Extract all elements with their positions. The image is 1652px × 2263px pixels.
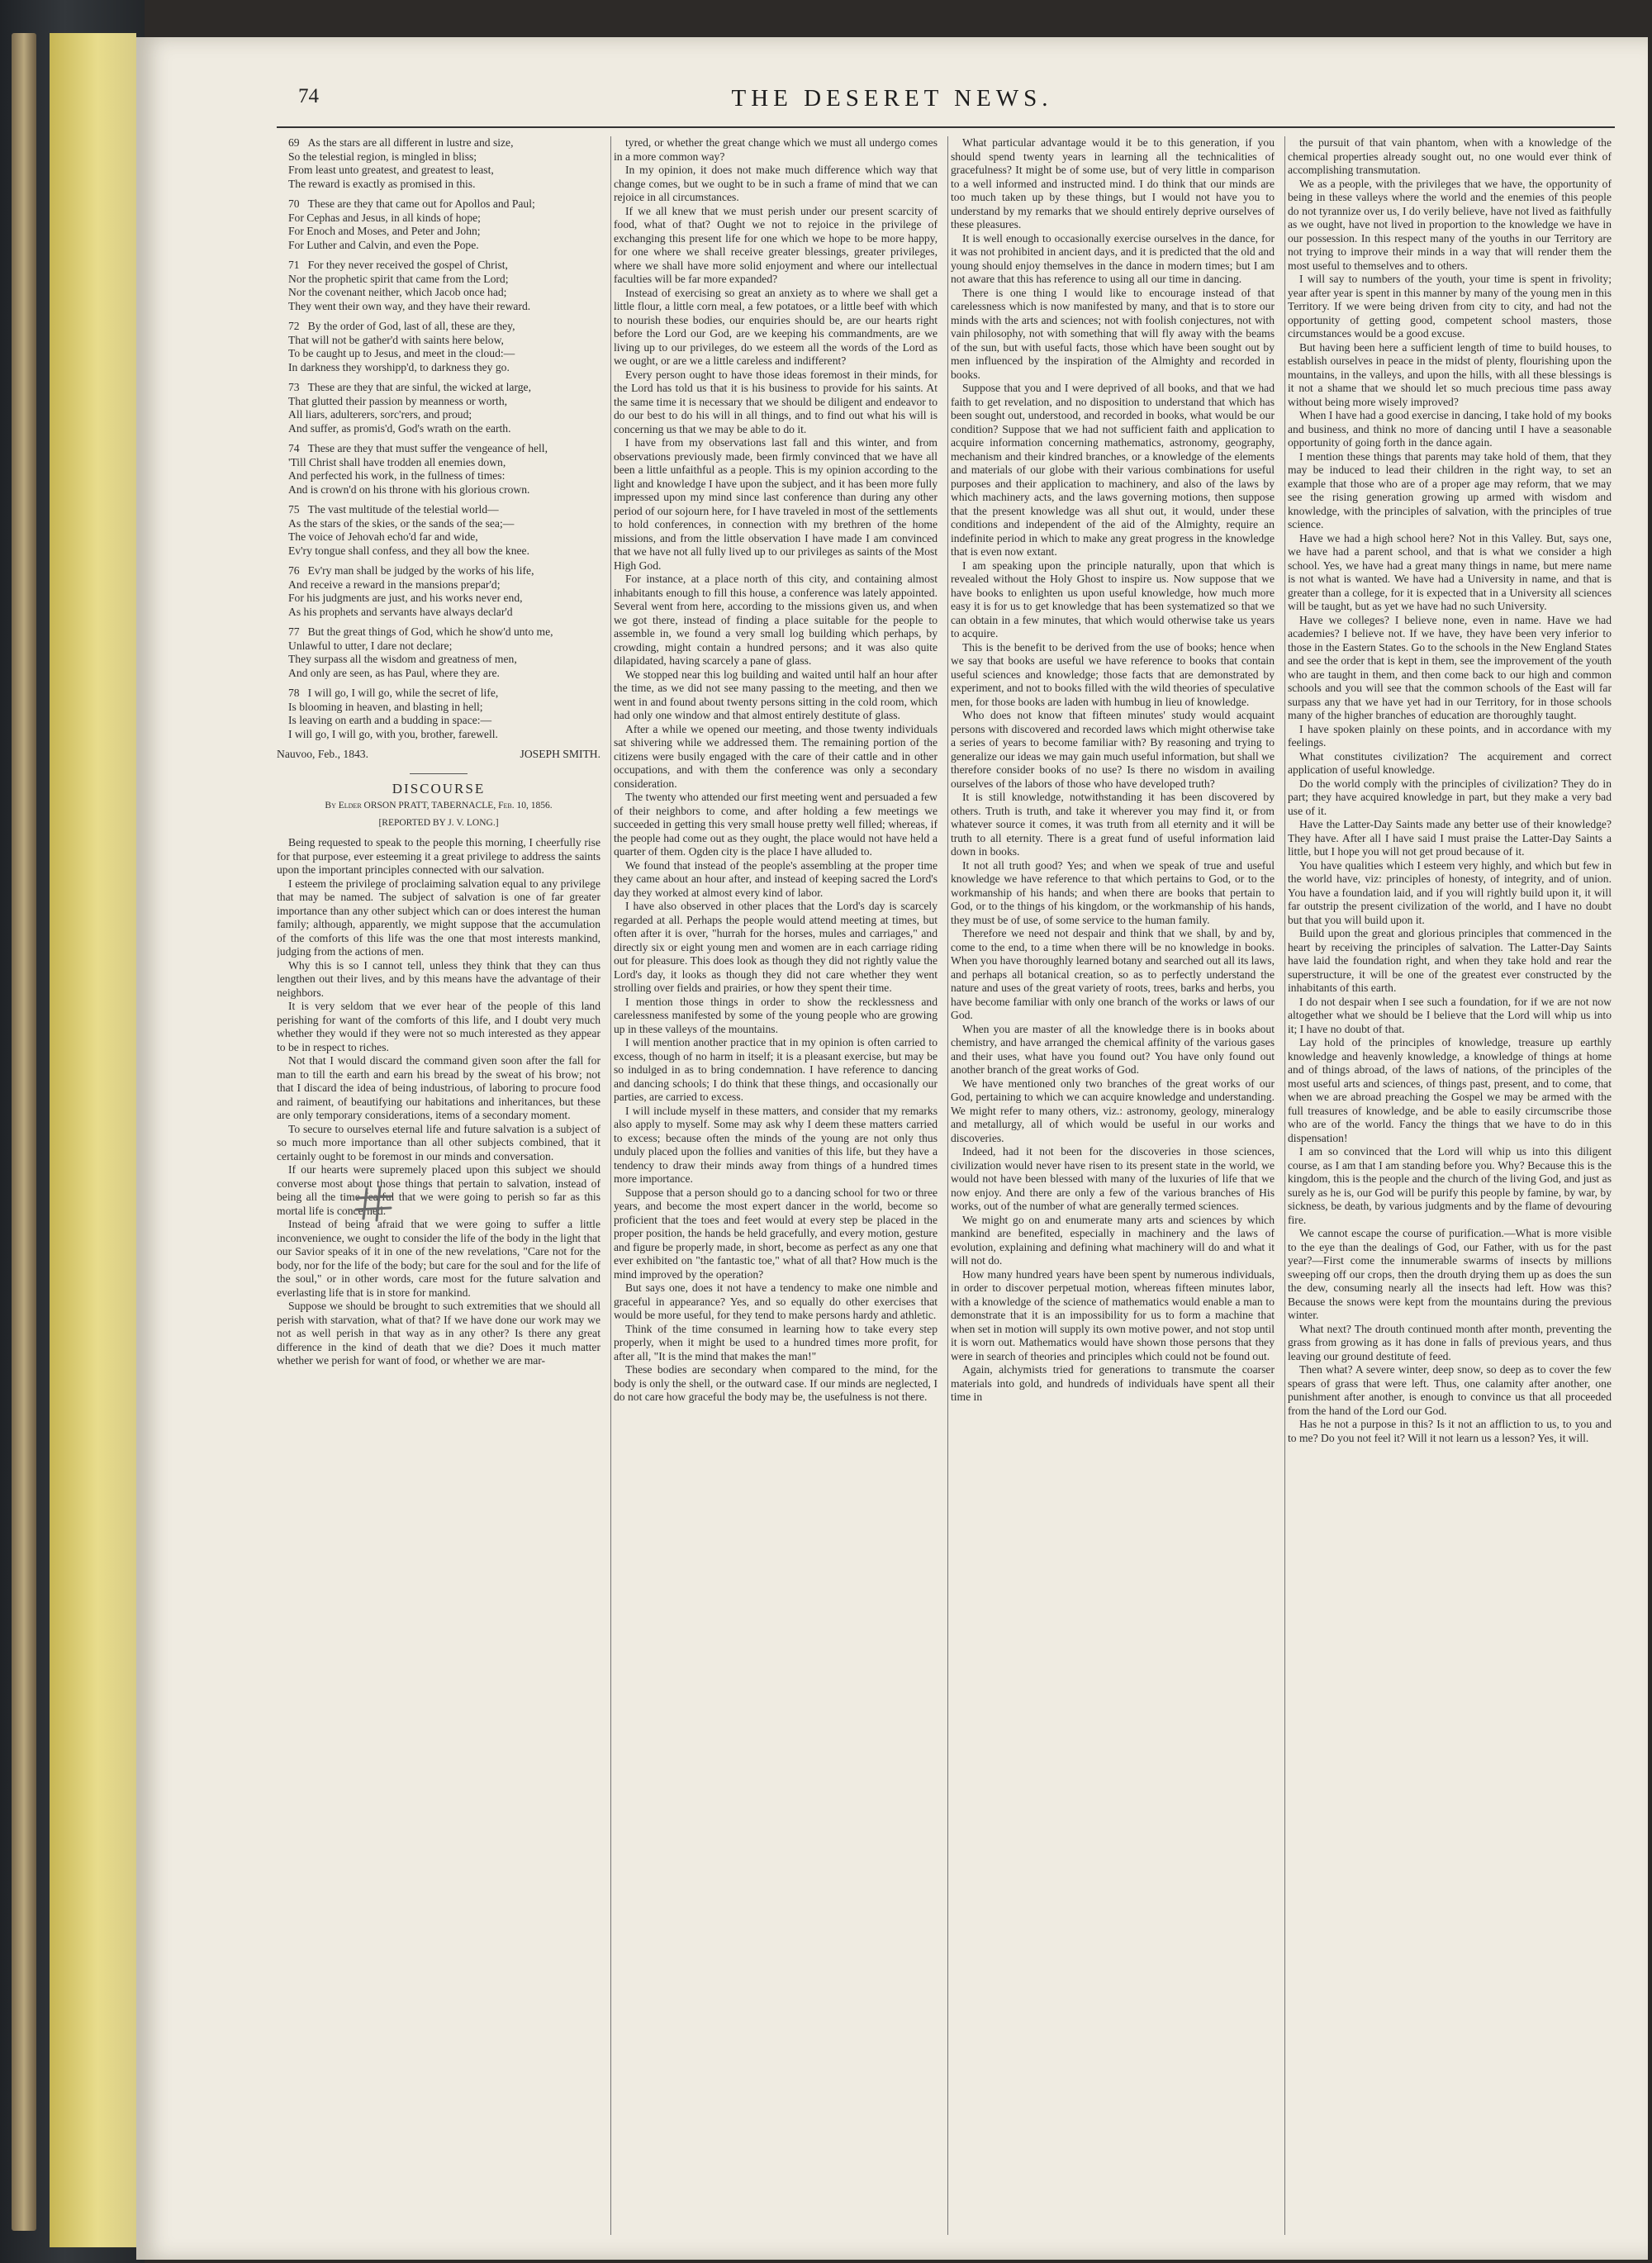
handwritten-hash-mark [355,1186,393,1222]
verse-number: 74 [288,442,300,454]
verse-line [277,667,601,681]
paragraph: To secure to ourselves eternal life and future salvation is a subject of so much more importance than all other subjects combined, that it certainly ought to be foremost in our minds and conversation. [277,1122,601,1162]
verse-line-text: As his prophets and servants have always declar'd [288,605,513,618]
verse-line [277,286,601,300]
paragraph: For instance, at a place north of this city, and containing almost inhabitants enough to fill this house, a conference was lately appointed. Several went from here, according to the missions given us, and when we got there, instead of finding a place suitable for the people to assemble in, we found a very small log building which perhaps, by crowding, might contain a hundred persons; and it was also quite dilapidated, having scarcely a pane of glass. [614,573,938,667]
verse-number: 75 [288,503,300,516]
verse-line-text: They surpass all the wisdom and greatness of men, [288,653,517,665]
verse-line [277,395,601,409]
paragraph: Suppose that you and I were deprived of all books, and that we had faith to get revelation, and no disposition to understand that which has been sought out, understood, and recorded in books, what would be our condition? Suppose that we had not sufficient faith and application to acquire information concerning mathematics, astronomy, geography, mechanism and their kindred branches, or a knowledge of the elements and materials of our globe with their various combinations for useful purposes and their application to machinery, and also of the laws by which machinery acts, and the laws governing motions, then suppose that the present knowledge was all shut out, it would, under these conditions and independent of the aid of the Almighty, require an indefinite period in which to make any great progress in the knowledge that is even now extant. [951,382,1275,558]
paragraph: It is still knowledge, notwithstanding it has been discovered by others. Truth is truth, and take it wherever you may find it, or from whatever source it comes, it was truth from all eternity and it will be truth to all eternity. There is a great fund of useful information laid down in books. [951,791,1275,858]
paragraph: It is very seldom that we ever hear of the people of this land perishing for want of the comforts of this life, and I doubt very much whether they would if they were not so much interested as they appear to be in respect to riches. [277,1000,601,1053]
verse-line-text: These are they that came out for Apollos and Paul; [307,197,535,210]
paragraph: How many hundred years have been spent by numerous individuals, in order to discover perpetual motion, whereas fifteen minutes labor, with a knowledge of the science of mathematics would enable a man to demonstrate that it is an impossibility for us to form a machine that when set in motion will supply its own motive power, and not stop until it is worn out. Mathematics would have shown those persons that they were in search of theories and principles which could not be found out. [951,1267,1275,1362]
verse-line [277,381,601,395]
paragraph: We might go on and enumerate many arts and sciences by which mankind are benefited, especially in machinery and the laws of evolution, explaining and defining what machinery will do and what it will not do. [951,1213,1275,1267]
verse-line-text: I will go, I will go, while the secret of life, [307,687,499,699]
paragraph: I am so convinced that the Lord will whip us into this diligent course, as I am that I am standing before you. Why? Because this is the kingdom, this is the people and the church of the living God, and just as surely as he is, our God will be purify this people by famine, by war, by sickness, be death, by various judgments and by the flame of devouring fire. [1288,1145,1612,1226]
verse-line [277,239,601,253]
verse-line [277,530,601,544]
page-edges [50,33,136,2247]
paragraph: Who does not know that fifteen minutes' study would acquaint persons with discovered and recorded laws which might otherwise take a series of years to become familiar with? By reasoning and trying to generalize our ideas we may gain much useful information, but shall we therefore consider books of no use? Is there no wisdom in availing ourselves of the labors of those who have developed truth? [951,709,1275,790]
poem-verse [277,197,601,252]
paragraph: We have mentioned only two branches of the great works of our God, pertaining to which we can acquire knowledge and understanding. We might refer to many others, viz.: astronomy, geology, mineralogy and metallurgy, all of which would be useful in our works and discoveries. [951,1077,1275,1144]
verse-line-text: In darkness they worshipp'd, to darkness they go. [288,360,510,373]
column-divider [610,136,611,2235]
paragraph: Every person ought to have those ideas foremost in their minds, for the Lord has told us that it is his business to provide for his saints. At the same time it is necessary that we should be diligent and endeavor to do our best to do his will in all things, and to find out what his will is concerning us that we may be able to do it. [614,368,938,435]
poem-verses [277,136,601,741]
paragraph: Therefore we need not despair and think that we shall, by and by, come to the end, to a time when there will be no knowledge in books. When you have thoroughly learned botany and searched out all its laws, and perhaps all botanical creation, so as to perfectly understand the nature and uses of the great variety of roots, trees, barks and herbs, you have become familiar with only one branch of the works or laws of our God. [951,927,1275,1021]
discourse-byline: By Elder ORSON PRATT, TABERNACLE, Feb. 10, 1856. [325,801,553,811]
verse-line [277,164,601,178]
verse-line-text: And suffer, as promis'd, God's wrath on the earth. [288,421,511,435]
newspaper-page [136,37,1648,2260]
column-2-text [614,136,938,1405]
verse-line-text: And perfected his work, in the fullness of times: [288,469,506,482]
paragraph: Instead of exercising so great an anxiety as to where we shall get a little flour, a little corn meal, a few potatoes, or a little beef with which to nourish these bodies, our enquiries should be, are our hearts right before the Lord our God, are we keeping his commandments, are we living up to our privileges, do we esteem all the words of the Lord as we ought, or are we a little careless and indifferent? [614,286,938,367]
verse-line-text: To be caught up to Jesus, and meet in the cloud:— [288,347,515,359]
paragraph: This is the benefit to be derived from the use of books; hence when we say that books are useful we have reference to books that contain useful sciences and knowledge; those facts that are demonstrated by experiment, and not to books filled with the wild theories of speculative men, for those books are laden with humbug in lieu of knowledge. [951,640,1275,708]
poem-verse [277,503,601,558]
paragraph: Think of the time consumed in learning how to take every step properly, when it might be used to a hundred times more profit, for after all, "It is the mind that makes the man!" [614,1322,938,1362]
signature-name: JOSEPH SMITH. [520,748,601,760]
verse-line [277,347,601,361]
verse-line-text: Nor the prophetic spirit that came from the Lord; [288,272,509,285]
paragraph: I mention these things that parents may take hold of them, that they may be induced to lead their children in the right way, to set an example that those who are of a proper age may reform, that we may see the rising generation growing up armed with wisdom and knowledge, with the principles of salvation, with the principles of true science. [1288,449,1612,530]
paragraph: But says one, does it not have a tendency to make one nimble and graceful in appearance? Yes, and so equally do other exercises that would be more useful, for they tend to make persons hardy and athletic. [614,1281,938,1321]
verse-line-text: All liars, adulterers, sorc'rers, and proud; [288,408,472,421]
verse-line-text: For Luther and Calvin, and even the Pope. [288,238,479,251]
paragraph: What next? The drouth continued month after month, preventing the grass from growing as it has done in falls of previous years, and thus leaving our ground destitute of feed. [1288,1322,1612,1362]
verse-line [277,361,601,375]
verse-line [277,212,601,226]
verse-line [277,625,601,639]
paragraph: There is one thing I would like to encourage instead of that carelessness which is now manifested by many, and that is to store our minds with the arts and sciences; not with foolish conjectures, not with vain philosophy, not with something that will fly away with the beams of the sun, but with useful facts, those which have been sought out by men influenced by the inspiration of the Almighty and recorded in books. [951,286,1275,381]
verse-line [277,136,601,150]
verse-number: 69 [288,136,300,149]
verse-number: 70 [288,197,300,210]
verse-line [277,422,601,436]
verse-line-text: That glutted their passion by meanness or worth, [288,394,508,407]
poem-verse [277,381,601,435]
paragraph: I mention those things in order to show the recklessness and carelessness manifested by some of the young people who are growing up in these valleys of the mountains. [614,995,938,1035]
verse-line [277,408,601,422]
column-4-text [1288,136,1612,1445]
paragraph: Why this is so I cannot tell, unless they think that they can thus lengthen out their lives, and by this means have the advantage of their neighbors. [277,958,601,999]
paragraph: It not all truth good? Yes; and when we speak of true and useful knowledge we have reference to that which pertains to God, or to the workmanship of his hands; and when there are books that pertain to God, or to the things of his kingdom, or the workmanship of his hands, they must be of use, of some service to the human family. [951,858,1275,926]
verse-line-text: And is crown'd on his throne with his glorious crown. [288,483,530,496]
paragraph: We stopped near this log building and waited until half an hour after the time, as we did not see many passing to the meeting, and then we went in and found about twenty persons sitting in the cold room, which had only one window and that almost entirely destitute of glass. [614,668,938,721]
verse-line [277,639,601,654]
poem-verse [277,320,601,374]
paragraph: I will include myself in these matters, and consider that my remarks also apply to myself. Some may ask why I deem these matters carried to excess; because often the minds of the young are not only thus unduly placed upon the follies and vanities of this life, but they have a tendency to draw their minds away from things of a hundred times more importance. [614,1104,938,1185]
verse-line-text: Ev'ry tongue shall confess, and they all bow the knee. [288,544,529,557]
verse-line [277,687,601,701]
paragraph: If our hearts were supremely placed upon this subject we should converse most about those things that pertain to salvation, instead of being all the time fearful that we were going to perish so far as this mortal life is concerned. [277,1163,601,1217]
signature-place: Nauvoo, Feb., 1843. [277,748,369,760]
verse-line [277,225,601,239]
verse-line-text: From least unto greatest, and greatest to least, [288,164,494,176]
verse-number: 76 [288,564,300,577]
page-number: 74 [298,85,319,107]
verse-line-text: The reward is exactly as promised in this. [288,177,476,190]
verse-line-text: As the stars of the skies, or the sands of the sea;— [288,516,515,530]
paragraph: Lay hold of the principles of knowledge, treasure up earthly knowledge and heavenly knowledge, a knowledge of things at home and of things abroad, of the laws of nations, of the principles of the most useful arts and sciences, of things past, present, and to come, that when we are abroad preaching the Gospel we may be armed with the full treasures of knowledge, and be able to easily circumscribe those who are of the world. Fancy the things that we have to do in this dispensation! [1288,1036,1612,1144]
paragraph: Not that I would discard the command given soon after the fall for man to till the earth and earn his bread by the sweat of his brow; not that I discard the idea of being industrious, of laboring to procure food and raiment, of beautifying our habitations and inheritances, but these are only temporary considerations, items of a secondary moment. [277,1054,601,1121]
verse-line [277,517,601,531]
poem-verse [277,136,601,191]
verse-line [277,442,601,456]
verse-line [277,150,601,164]
column-divider [947,136,948,2235]
verse-line [277,728,601,742]
verse-line-text: 'Till Christ shall have trodden all enemies down, [288,455,506,468]
paragraph: You have qualities which I esteem very highly, and which but few in the world have, viz: principles of honesty, of integrity, and of union. You have a foundation laid, and if you will rightly build upon it, it will far outstrip the present civilization of the world, and I have no doubt but that you will build upon it. [1288,858,1612,926]
verse-line [277,334,601,348]
verse-line-text: These are they that must suffer the vengeance of hell, [307,442,548,454]
paragraph: When you are master of all the knowledge there is in books about chemistry, and have arranged the chemical affinity of the various gases and their uses, what have you found out? You have only found out another branch of the great works of God. [951,1022,1275,1076]
paragraph: We as a people, with the privileges that we have, the opportunity of being in these valleys where the world and the enemies of this people do not tyrannize over us, I do verily believe, have not lived as faithfully as we ought, have not lived in proportion to the knowledge we have in our possession. In this respect many of the youths in our Territory are not trying to improve their minds in a way that will render them the most useful to themselves and to others. [1288,177,1612,272]
verse-line [277,273,601,287]
paragraph: We found that instead of the people's assembling at the proper time they came about an hour after, and instead of keeping sacred the Lord's day they worked at almost every kind of labor. [614,858,938,899]
paragraph: Instead of being afraid that we were going to suffer a little inconvenience, we ought to consider the life of the body in the light that our Savior speaks of it in one of the new revelations, "Care not for the body, nor for the life of the body; but care for the soul and for the life of the soul," or in other words, care most for the future salvation and everlasting life that is in store for mankind. [277,1218,601,1299]
verse-line [277,469,601,483]
verse-line-text: And receive a reward in the mansions prepar'd; [288,578,501,591]
paragraph: Has he not a purpose in this? Is it not an affliction to us, to you and to me? Do you not feel it? Will it not learn us a lesson? Yes, it will. [1288,1418,1612,1444]
verse-line [277,653,601,667]
paragraph: I am speaking upon the principle naturally, upon that which is revealed without the Holy Ghost to inspire us. Now suppose that we have books to enlighten us upon useful knowledge, how much more easy it is for us to get knowledge that has been systematized so that we can obtain in a few minutes, that which would otherwise take us years to acquire. [951,559,1275,639]
verse-line-text: For Cephas and Jesus, in all kinds of hope; [288,211,481,224]
paragraph: the pursuit of that vain phantom, when with a knowledge of the chemical properties already sought out, no one would ever think of accomplishing transmutation. [1288,136,1612,176]
paragraph: We cannot escape the course of purification.—What is more visible to the eye than the dealings of God, our Father, with us for the past year?—First come the innumerable swarms of insects by millions sweeping off our crops, then the drouth drying them up as does the sun the dew, consuming nearly all the insects had left. How was this? Because the snows were kept from the mountains during the previous winter. [1288,1227,1612,1321]
paragraph: Indeed, had it not been for the discoveries in those sciences, civilization would never have risen to its present state in the world, we would not have been blessed with many of the luxuries of life that we now enjoy. And there are only a few of the various branches of His works, out of the number of what are generally termed sciences. [951,1145,1275,1212]
verse-line-text: Ev'ry man shall be judged by the works of his life, [307,564,534,577]
paragraph: Build upon the great and glorious principles that commenced in the heart by receiving the principles of salvation. The Latter-Day Saints have laid the foundation right, and when they take hold and rear the superstructure, it will be one of the greatest ever constructed by the inhabitants of this earth. [1288,927,1612,994]
verse-line [277,456,601,470]
verse-line-text: By the order of God, last of all, these are they, [307,320,515,332]
paragraph: What particular advantage would it be to this generation, if you should spend twenty years in learning all the technicalities of gracefulness? It might be of some use, but of very little in comparison to a well informed and instructed mind. I do think that our minds are too much taken up by these things, but I would not have you to understand by my remarks that we should entirely deprive ourselves of these pleasures. [951,136,1275,231]
paragraph: But having been here a sufficient length of time to build houses, to establish ourselves in peace in the midst of plenty, flourishing upon the mountains, in the valleys, and upon the hills, with all these blessings is it not a shame that we should let so much precious time pass away without being more wisely improved? [1288,340,1612,408]
verse-line-text: Is blooming in heaven, and blasting in hell; [288,700,483,713]
verse-line [277,592,601,606]
poem-verse [277,687,601,741]
verse-line [277,197,601,212]
paragraph: After a while we opened our meeting, and those twenty individuals sat shivering while we addressed them. The remaining portion of the citizens were busily engaged with the care of their cattle and in other occupations, and with them the conference was only a secondary consideration. [614,722,938,790]
discourse-title: DISCOURSE [392,780,486,796]
column-2 [614,136,938,2235]
verse-number: 78 [288,687,300,699]
verse-line-text: These are they that are sinful, the wicked at large, [307,381,531,393]
verse-line-text: Nor the covenant neither, which Jacob once had; [288,286,507,298]
paragraph: Again, alchymists tried for generations to transmute the coarser materials into gold, and hundreds of individuals have spent all their time in [951,1363,1275,1403]
paragraph: Do the world comply with the principles of civilization? They do in part; they have acquired knowledge in part, but they make a very bad use of it. [1288,777,1612,817]
verse-line [277,701,601,715]
verse-line-text: They went their own way, and they have their reward. [288,299,531,312]
paragraph: If we all knew that we must perish under our present scarcity of food, what of that? Ought we not to rejoice in the privilege of exchanging this present life for one which we hope to be more happy, for one where we shall receive greater blessings, greater privileges, where we shall have more solid enjoyment and where our intellectual faculties will be far more expanded? [614,204,938,285]
verse-number: 73 [288,381,300,393]
verse-line [277,483,601,497]
paragraph: Have the Latter-Day Saints made any better use of their knowledge? They have. After all I have said I must praise the Latter-Day Saints a little, but I hope you will not get proud because of it. [1288,818,1612,858]
section-divider [410,773,468,774]
paragraph: I have spoken plainly on these points, and in accordance with my feelings. [1288,722,1612,749]
verse-line-text: Is leaving on earth and a budding in space:— [288,714,492,726]
paragraph: I will say to numbers of the youth, your time is spent in frivolity; year after year is spent in this manner by many of the young men in this Territory. If we were being driven from city to city, and had not the opportunity of getting good, competent school masters, those circumstances would be a good excuse. [1288,273,1612,340]
paragraph: Being requested to speak to the people this morning, I cheerfully rise for that purpose, ever esteeming it a great privilege to address the saints upon the important principles connected with our salvation. [277,836,601,876]
header-rule [277,126,1615,128]
paragraph: The twenty who attended our first meeting went and persuaded a few of their neighbors to come, and after holding a few meetings we succeeded in getting this very small house pretty well filled; whereas, if the people had come out as they ought, the place would not have held a quarter of them. Ogden city is the place I have alluded to. [614,791,938,858]
column-3-text [951,136,1275,1405]
paragraph: Suppose that a person should go to a dancing school for two or three years, and become the most expert dancer in the world, become so proficient that the toes and feet would at every step be placed in the proper position, the hands be held gracefully, and every motion, gesture and figure be properly made, in short, become as perfect as any one that ever exhibited on "the fantastic toe," what of all that? How much is the mind improved by the operation? [614,1186,938,1281]
column-4 [1288,136,1612,2235]
paragraph: In my opinion, it does not make much difference which way that change comes, but we ought to be in such a frame of mind that we can rejoice in all circumstances. [614,164,938,203]
poem-verse [277,564,601,619]
masthead: THE DESERET NEWS. [731,85,1053,112]
verse-line [277,178,601,192]
paragraph: I do not despair when I see such a foundation, for if we are not now altogether what we should be I believe that the Lord will whip us into it; I have no doubt of that. [1288,995,1612,1035]
verse-line-text: That will not be gather'd with saints here below, [288,333,504,346]
poem-verse [277,259,601,313]
paragraph: It is well enough to occasionally exercise ourselves in the dance, for it was not prohibited in ancient days, and it is predicted that the old and young should enjoy themselves in the dance in modern times; but I am not aware that this has reference to using all our time in dancing. [951,231,1275,285]
verse-line-text: So the telestial region, is mingled in bliss; [288,150,477,163]
paragraph: I will mention another practice that in my opinion is often carried to excess, though of no harm in itself; it is a pleasant exercise, but may be so indulged in as to bring condemnation. I have reference to dancing and dancing schools; I do think that these things, and occasionally our parties, are carried to excess. [614,1036,938,1103]
poem-signature [277,748,601,762]
paragraph: I esteem the privilege of proclaiming salvation equal to any privilege that may be named. The subject of salvation is one of far greater importance than any other subject which can or does interest the human family; although, apparently, we might suppose that the accumulation of the comforts of this life was the one that most interests mankind, judging from the actions of men. [277,877,601,958]
paragraph: I have from my observations last fall and this winter, and from observations previously made, been firmly convinced that we have all been a little unfaithful as a people. This is my opinion according to the light and knowledge I have upon the subject, and it has been more fully impressed upon my mind since last conference than during any other period of our sojourn here, for I have traveled in most of the settlements to hold conferences, in connection with my brethren of the home missions, and from the little observation I have made I am convinced that we have not all fully lived up to our privileges as saints of the Most High God. [614,436,938,572]
verse-line [277,714,601,728]
verse-line-text: But the great things of God, which he show'd unto me, [307,625,553,638]
paragraph: Suppose we should be brought to such extremities that we should all perish with starvation, what of that? If we have done our work may we not as well perish in that way as in any other? Is there any great difference in the kind of death that we die? Does it much matter whether we perish for want of food, or whether we are mar- [277,1300,601,1367]
spine-edge [12,33,36,2231]
paragraph: tyred, or whether the great change which we must all undergo comes in a more common way? [614,136,938,163]
verse-line-text: And only are seen, as has Paul, where they are. [288,666,500,679]
column-divider [1284,136,1285,2235]
verse-line [277,503,601,517]
verse-line-text: As the stars are all different in lustre and size, [307,136,514,149]
paragraph: Have we had a high school here? Not in this Valley. But, says one, we have had a parent school, and that is what we consider a high school. Yes, we have had a great many things in name, but mere name is not what is wanted. We have had a University in name, and that is greater than a college, for it is expected that in a University all sciences will be taught, but as yet we have had no such University. [1288,531,1612,612]
column-1 [277,136,601,2235]
paragraph: Have we colleges? I believe none, even in name. Have we had academies? I believe not. If we have, they have been very inferior to those in the Eastern States. Go to the schools in the New England States and see the order that is kept in them, see the improvement of the youth who are taught in them, and then come back to our high and common schools and you will see that the common schools of the East will far surpass any that we have yet had in our Territory, for in those schools many of the higher branches of education are thoroughly taught. [1288,613,1612,721]
verse-line-text: I will go, I will go, with you, brother, farewell. [288,727,498,740]
verse-line [277,259,601,273]
verse-line [277,606,601,620]
verse-number: 77 [288,625,300,638]
paragraph: What constitutes civilization? The acquirement and correct application of useful knowledge. [1288,749,1612,776]
verse-number: 71 [288,259,300,271]
paragraph: When I have had a good exercise in dancing, I take hold of my books and business, and think no more of dancing until I have a seasonable opportunity of going forth in the dance again. [1288,409,1612,449]
verse-line-text: The vast multitude of the telestial world— [307,503,499,516]
column-1-text [277,836,601,1368]
verse-line [277,564,601,578]
verse-line-text: For they never received the gospel of Christ, [307,259,508,271]
verse-line [277,320,601,334]
discourse-reporter: [REPORTED BY J. V. LONG.] [378,817,499,828]
verse-line [277,544,601,559]
column-3 [951,136,1275,2235]
verse-line-text: For his judgments are just, and his works never end, [288,592,523,604]
verse-line-text: The voice of Jehovah echo'd far and wide, [288,530,478,543]
verse-line-text: For Enoch and Moses, and Peter and John; [288,225,481,237]
poem-verse [277,442,601,497]
verse-line-text: Unlawful to utter, I dare not declare; [288,639,453,652]
paragraph: I have also observed in other places that the Lord's day is scarcely regarded at all. Perhaps the people would attend meeting at times, but often after it is over, "hurrah for the horses, mules and carriages," and directly six or eight young men and women are in each carriage riding out for pleasure. This does look as though they did not rightly value the Lord's day, it looks as though they did not care whether they went strolling over fields and prairies, or how they spent their time. [614,900,938,994]
poem-verse [277,625,601,680]
verse-line [277,300,601,314]
verse-line [277,578,601,592]
paragraph: Then what? A severe winter, deep snow, so deep as to cover the few spears of grass that were left. Thus, one calamity after another, one punishment after another, is enough to convince us that all proceeded from the hand of the Lord our God. [1288,1363,1612,1417]
verse-number: 72 [288,320,300,332]
paragraph: These bodies are secondary when compared to the mind, for the body is only the shell, or the outward case. If our minds are neglected, I do not care how graceful the body may be, the usefulness is not there. [614,1363,938,1403]
